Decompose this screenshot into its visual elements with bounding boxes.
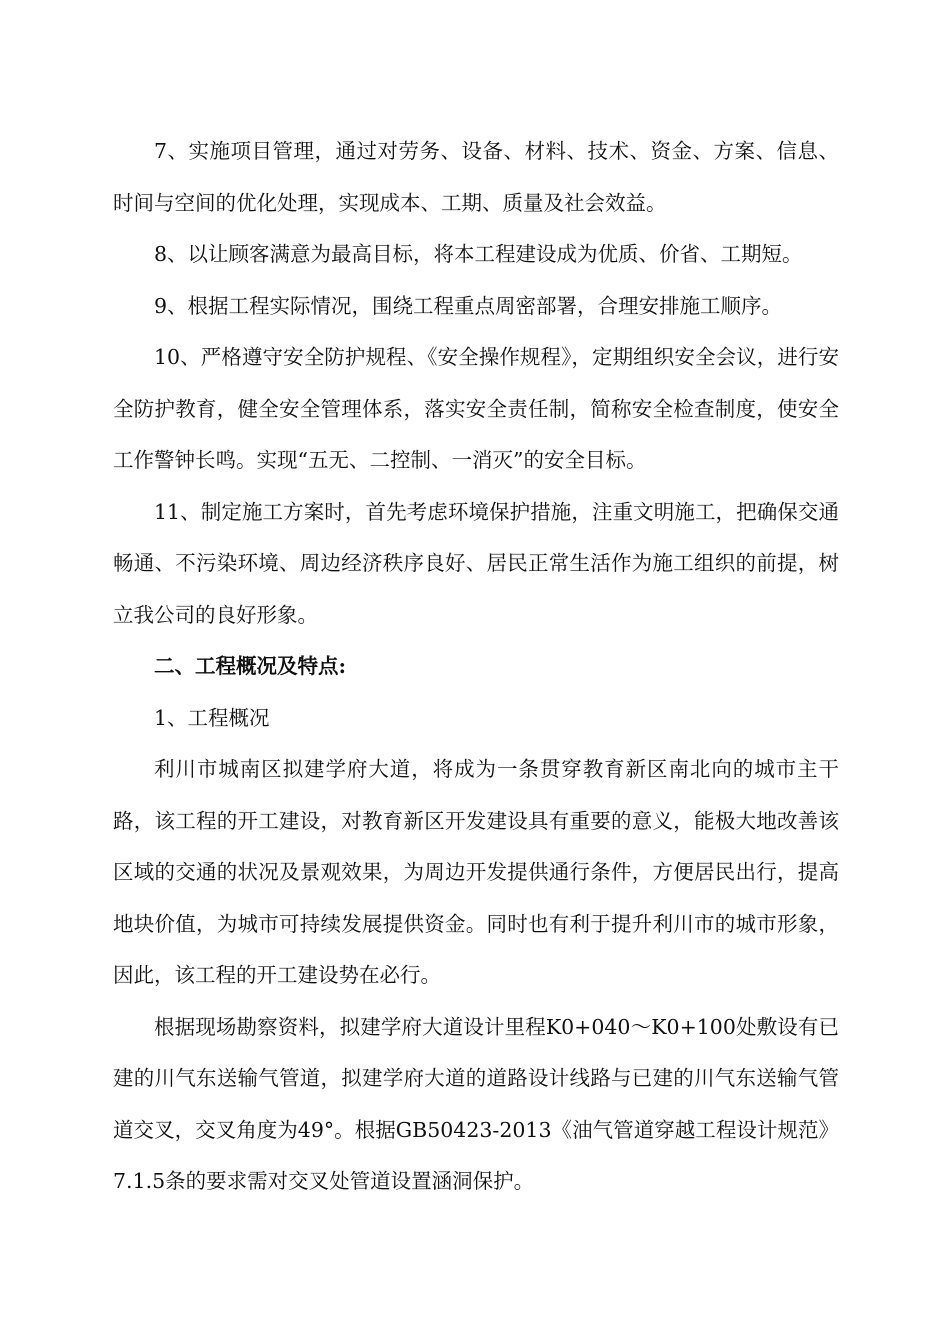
body-paragraph-survey: 根据现场勘察资料，拟建学府大道设计里程K0+040～K0+100处敷设有已建的川气东送输气管道，拟建学府大道的道路设计线路与已建的川气东送输气管道交叉，交叉角度为49°。根据GB50423-2013《油气管道穿越工程设计规范》7.1.5条的要求需对交叉处管道设置涵洞保护。: [113, 1014, 839, 1193]
subsection-heading: 1、工程概况: [154, 705, 270, 730]
body-paragraph-overview: 利川市城南区拟建学府大道，将成为一条贯穿教育新区南北向的城市主干路，该工程的开工建设，对教育新区开发建设具有重要的意义，能极大地改善该区域的交通的状况及景观效果，为周边开发提供通行条件，方便居民出行，提高地块价值，为城市可持续发展提供资金。同时也有利于提升利川市的城市形象，因此，该工程的开工建设势在必行。: [113, 757, 839, 987]
paragraph-item-11: 11、制定施工方案时，首先考虑环境保护措施，注重文明施工，把确保交通畅通、不污染环境、周边经济秩序良好、居民正常生活作为施工组织的前提，树立我公司的良好形象。: [113, 499, 839, 627]
paragraph-item-10: 10、严格遵守安全防护规程、《安全操作规程》，定期组织安全会议，进行安全防护教育，健全安全管理体系，落实安全责任制，简称安全检查制度，使安全工作警钟长鸣。实现“五无、二控制、一消灭”的安全目标。: [113, 345, 839, 472]
document-body: [113, 126, 839, 1208]
paragraph-item-9: 9、根据工程实际情况，围绕工程重点周密部署，合理安排施工顺序。: [154, 293, 783, 318]
paragraph-item-8: 8、以让顾客满意为最高目标，将本工程建设成为优质、价省、工期短。: [154, 242, 803, 266]
section-heading: 二、工程概况及特点:: [154, 654, 347, 678]
paragraph-item-7: 7、实施项目管理，通过对劳务、设备、材料、技术、资金、方案、信息、时间与空间的优化处理，实现成本、工期、质量及社会效益。: [113, 139, 839, 215]
